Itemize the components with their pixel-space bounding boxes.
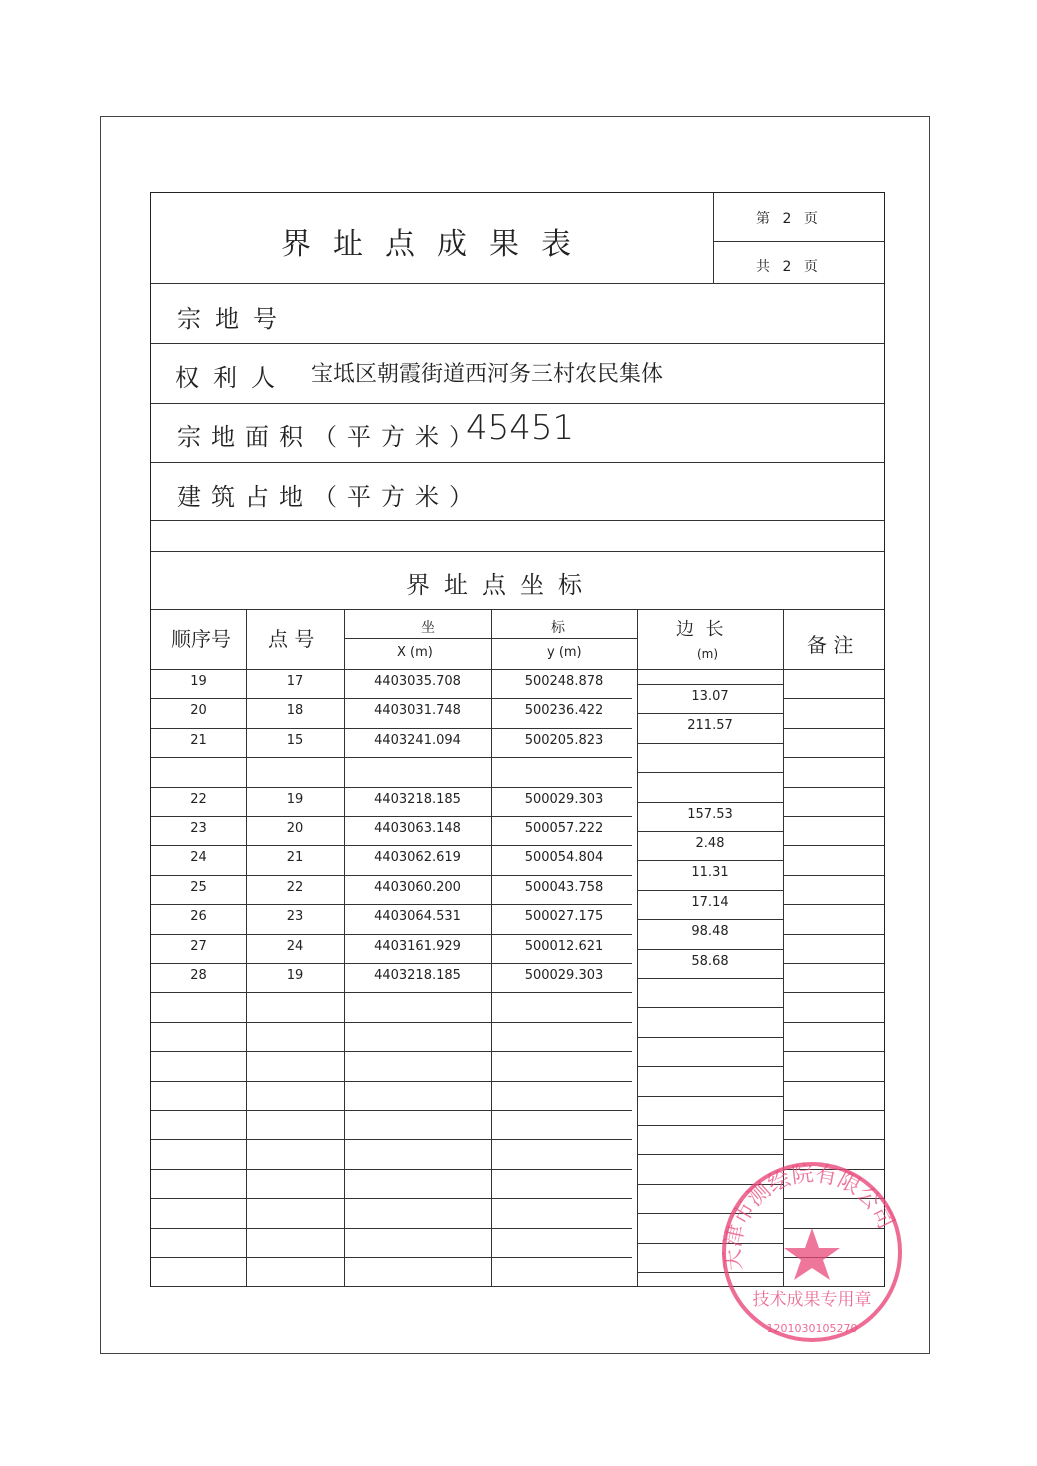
cell-y: 500205.823	[524, 732, 604, 748]
edge-row-divider	[637, 743, 783, 744]
cell-y: 500029.303	[524, 791, 604, 807]
col-edge-unit: (m)	[697, 647, 719, 661]
cell-point: 19	[286, 791, 304, 807]
cell-x: 4403063.148	[374, 821, 461, 836]
cell-seq: 19	[190, 674, 207, 689]
note-row-divider	[783, 845, 884, 846]
cell-edge-length: 2.48	[695, 836, 725, 851]
edge-row-divider	[637, 978, 783, 979]
cell-seq: 25	[190, 879, 207, 895]
cell-x: 4403064.531	[374, 909, 461, 925]
cell-edge-length: 58.68	[691, 953, 729, 969]
row-divider	[151, 904, 632, 905]
note-row-divider	[783, 816, 884, 817]
cell-point: 18	[286, 703, 304, 719]
document-title: 界址点成果表	[281, 227, 593, 262]
cell-seq: 27	[190, 938, 207, 954]
row-divider	[151, 1228, 632, 1229]
cell-x: 4403062.619	[374, 850, 461, 866]
building-area-label: 建筑占地（平方米）	[177, 483, 483, 511]
row-divider	[151, 992, 632, 993]
note-row-divider	[783, 1081, 884, 1082]
row-divider	[151, 1257, 632, 1258]
cell-y: 500057.222	[524, 821, 604, 836]
col-coord: 坐	[421, 620, 435, 636]
col-edge: 边 长	[676, 619, 724, 640]
cell-seq: 28	[190, 968, 207, 983]
cell-x: 4403161.929	[374, 938, 461, 954]
edge-row-divider	[637, 1007, 783, 1008]
cell-y: 500029.303	[524, 968, 604, 983]
edge-row-divider	[637, 860, 783, 861]
page-total: 共 2 页	[756, 259, 822, 275]
cell-edge-length: 17.14	[691, 894, 729, 910]
cell-y: 500027.175	[524, 909, 604, 925]
cell-x: 4403218.185	[374, 791, 461, 807]
cell-y: 500236.422	[524, 703, 604, 719]
edge-row-divider	[637, 1066, 783, 1067]
edge-row-divider	[637, 802, 783, 803]
row-divider	[151, 845, 632, 846]
cell-seq: 26	[190, 909, 207, 925]
cell-point: 19	[286, 968, 304, 983]
cell-point: 24	[286, 938, 304, 954]
note-row-divider	[783, 757, 884, 758]
row-divider	[151, 728, 632, 729]
row-divider	[151, 1022, 632, 1023]
cell-edge-length: 157.53	[687, 806, 733, 822]
svg-text:1201030105270: 1201030105270	[766, 1322, 858, 1335]
edge-row-divider	[637, 831, 783, 832]
col-x: X (m)	[397, 645, 433, 660]
note-row-divider	[783, 1110, 884, 1111]
cell-point: 23	[286, 909, 304, 925]
note-row-divider	[783, 669, 884, 670]
row-divider	[151, 1110, 632, 1111]
cell-x: 4403218.185	[374, 968, 461, 983]
row-divider	[151, 1198, 632, 1199]
cell-seq: 21	[190, 732, 207, 748]
note-row-divider	[783, 728, 884, 729]
row-divider	[151, 963, 632, 964]
cell-seq: 24	[190, 850, 207, 866]
note-row-divider	[783, 934, 884, 935]
cell-seq: 22	[190, 791, 207, 807]
edge-row-divider	[637, 684, 783, 685]
area-value: 45451	[466, 408, 575, 448]
row-divider	[151, 1139, 632, 1140]
cell-edge-length: 211.57	[687, 718, 733, 734]
page-current: 第 2 页	[756, 211, 822, 227]
row-divider	[151, 787, 632, 788]
edge-row-divider	[637, 919, 783, 920]
svg-text:技术成果专用章: 技术成果专用章	[752, 1290, 872, 1310]
cell-point: 15	[286, 732, 304, 748]
cell-x: 4403060.200	[374, 879, 461, 895]
svg-text:天津市测绘院有限公司: 天津市测绘院有限公司	[720, 1161, 899, 1272]
col-seq: 顺序号	[171, 627, 231, 651]
row-divider	[151, 1169, 632, 1170]
cell-point: 17	[286, 674, 304, 689]
note-row-divider	[783, 1051, 884, 1052]
row-divider	[151, 1081, 632, 1082]
boundary-point-table	[150, 192, 885, 1287]
cell-seq: 20	[190, 703, 207, 719]
edge-row-divider	[637, 772, 783, 773]
cell-x: 4403031.748	[374, 703, 461, 719]
col-coord2: 标	[551, 620, 565, 636]
row-divider	[151, 757, 632, 758]
edge-row-divider	[637, 890, 783, 891]
cell-point: 22	[286, 879, 304, 895]
company-seal	[720, 1160, 905, 1345]
note-row-divider	[783, 787, 884, 788]
edge-row-divider	[637, 713, 783, 714]
cell-seq: 23	[190, 821, 207, 836]
divider	[713, 241, 884, 242]
edge-row-divider	[637, 1125, 783, 1126]
edge-row-divider	[637, 1096, 783, 1097]
note-row-divider	[783, 698, 884, 699]
cell-y: 500248.878	[524, 674, 604, 689]
cell-edge-length: 13.07	[691, 689, 729, 704]
row-divider	[151, 1051, 632, 1052]
cell-point: 21	[286, 850, 304, 866]
cell-y: 500012.621	[524, 938, 604, 954]
owner-label: 权利人	[175, 364, 289, 392]
row-divider	[151, 698, 632, 699]
row-divider	[151, 816, 632, 817]
note-row-divider	[783, 875, 884, 876]
area-label: 宗地面积（平方米）	[177, 423, 483, 451]
cell-edge-length: 11.31	[691, 865, 729, 881]
cell-x: 4403241.094	[374, 732, 461, 748]
col-y: y (m)	[547, 645, 582, 660]
divider	[713, 193, 714, 283]
note-row-divider	[783, 904, 884, 905]
note-row-divider	[783, 1139, 884, 1140]
col-point: 点 号	[268, 627, 315, 651]
note-row-divider	[783, 992, 884, 993]
parcel-no-label: 宗地号	[177, 305, 291, 333]
section-title: 界址点坐标	[406, 571, 596, 599]
row-divider	[151, 934, 632, 935]
col-note: 备 注	[807, 633, 854, 657]
cell-edge-length: 98.48	[691, 924, 729, 940]
owner-value: 宝坻区朝霞街道西河务三村农民集体	[311, 362, 664, 387]
row-divider	[151, 875, 632, 876]
note-row-divider	[783, 963, 884, 964]
cell-point: 20	[286, 821, 304, 836]
cell-x: 4403035.708	[374, 674, 461, 689]
note-row-divider	[783, 1022, 884, 1023]
cell-y: 500043.758	[524, 879, 604, 895]
cell-y: 500054.804	[524, 850, 604, 866]
edge-row-divider	[637, 949, 783, 950]
edge-row-divider	[637, 1154, 783, 1155]
edge-row-divider	[637, 1037, 783, 1038]
